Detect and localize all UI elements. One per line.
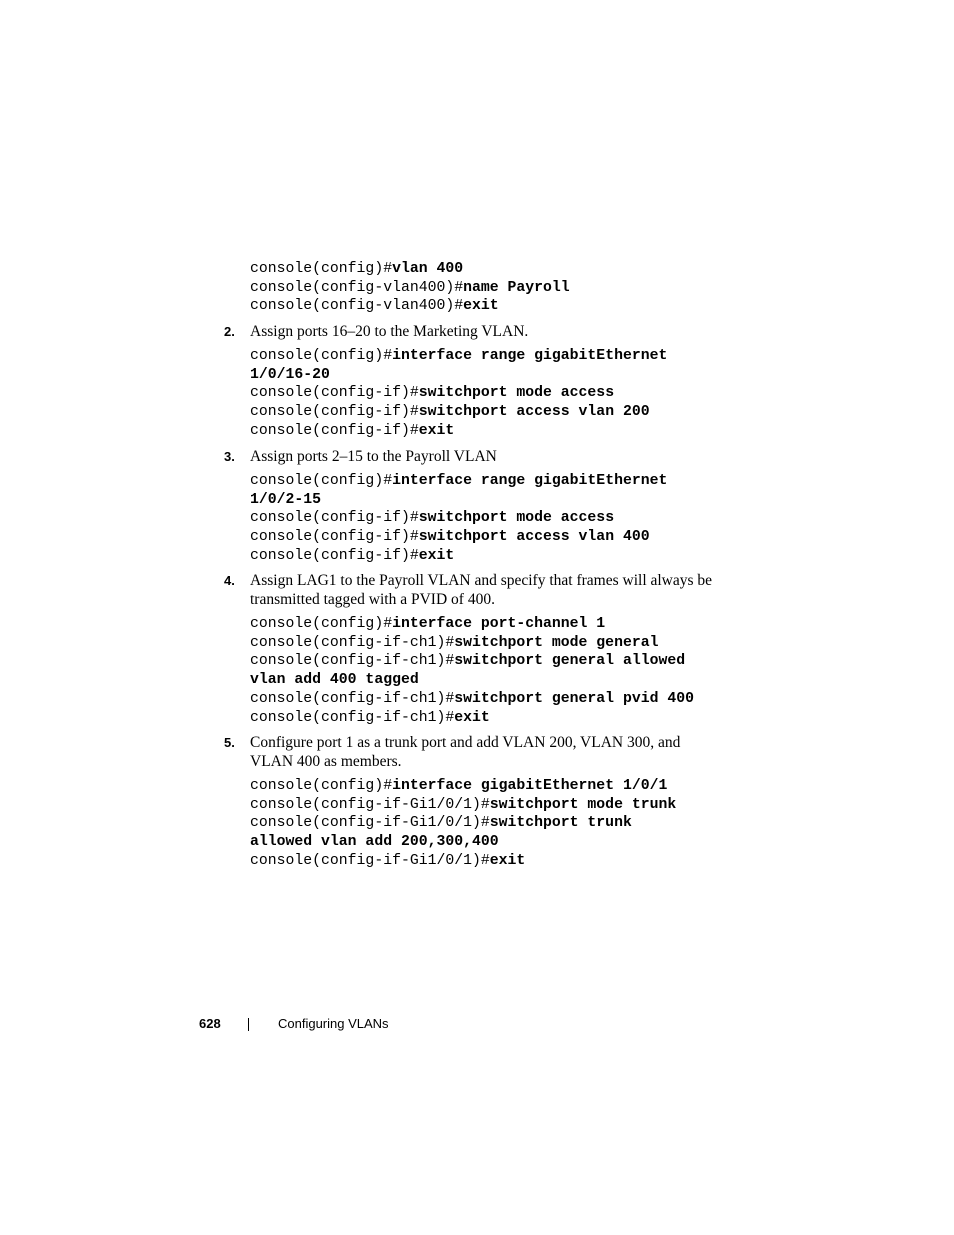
step-number: 2. [224,324,235,339]
console-command: switchport trunk [489,815,632,832]
console-prompt: console(config)# [250,348,393,364]
console-prompt: console(config-if-Gi1/0/1)# [250,796,490,813]
code-block [250,347,667,441]
code-block [250,777,676,871]
code-line [250,491,667,510]
console-prompt: console(config)# [250,778,393,794]
console-command: switchport mode trunk [489,796,677,813]
step-number: 4. [224,573,235,588]
step-number: 3. [224,449,235,464]
console-command: exit [463,298,499,315]
code-line [250,652,694,671]
code-line [250,366,667,385]
footer-section-title: Configuring VLANs [278,1016,389,1031]
page-number: 628 [199,1016,221,1031]
code-line [250,422,667,441]
code-line [250,297,570,316]
code-block [250,472,667,566]
code-line [250,547,667,566]
console-prompt: console(config-if-Gi1/0/1)# [250,852,490,869]
console-command: vlan 400 [392,261,464,277]
step-text: Configure port 1 as a trunk port and add VLAN 200, VLAN 300, and VLAN 400 as members. [250,734,681,770]
console-prompt: console(config-if)# [250,404,419,421]
code-block [250,260,570,316]
console-command: exit [418,547,455,564]
code-line [250,833,676,852]
console-command: interface range gigabitEthernet [392,473,668,489]
console-command: 1/0/16-20 [250,366,330,383]
console-command: switchport mode access [418,510,615,527]
console-command: switchport access vlan 200 [418,404,650,421]
code-line [250,671,694,690]
console-prompt: console(config-vlan400)# [250,298,464,315]
code-line [250,615,694,634]
console-prompt: console(config-if-ch1)# [250,690,455,707]
code-line [250,260,570,279]
console-prompt: console(config-if)# [250,422,419,439]
footer-separator [248,1018,249,1031]
console-prompt: console(config-vlan400)# [250,279,464,296]
code-line [250,509,667,528]
console-prompt: console(config)# [250,473,393,489]
console-command: interface range gigabitEthernet [392,348,668,364]
console-command: exit [489,852,526,869]
step-text: Assign ports 2–15 to the Payroll VLAN [250,448,497,465]
code-line [250,472,667,491]
console-prompt: console(config-if)# [250,529,419,546]
code-line [250,279,570,298]
console-command: allowed vlan add 200,300,400 [250,834,499,851]
code-line [250,796,676,815]
console-command: exit [418,422,455,439]
console-command: exit [454,709,490,726]
code-line [250,403,667,422]
console-command: interface port-channel 1 [392,616,606,632]
step-number: 5. [224,735,235,750]
console-prompt: console(config-if)# [250,385,419,402]
code-line [250,634,694,653]
console-prompt: console(config)# [250,261,393,277]
console-prompt: console(config)# [250,616,393,632]
step-text: Assign ports 16–20 to the Marketing VLAN. [250,323,529,340]
console-command: switchport mode general [454,634,659,651]
code-line [250,709,694,728]
code-line [250,777,676,796]
code-line [250,814,676,833]
console-command: interface gigabitEthernet 1/0/1 [392,778,668,794]
console-command: switchport mode access [418,385,615,402]
console-prompt: console(config-if)# [250,510,419,527]
console-command: name Payroll [463,279,570,296]
console-prompt: console(config-if-Gi1/0/1)# [250,815,490,832]
step-text: Assign LAG1 to the Payroll VLAN and specify that frames will always be transmitted tagged with a PVID of 400. [250,572,713,608]
code-line [250,384,667,403]
console-prompt: console(config-if-ch1)# [250,653,455,670]
code-line [250,347,667,366]
console-prompt: console(config-if)# [250,547,419,564]
console-command: switchport access vlan 400 [418,529,650,546]
console-prompt: console(config-if-ch1)# [250,709,455,726]
code-line [250,528,667,547]
code-line [250,852,676,871]
console-command: switchport general pvid 400 [454,690,694,707]
console-prompt: console(config-if-ch1)# [250,634,455,651]
code-line [250,690,694,709]
console-command: 1/0/2-15 [250,491,322,508]
console-command: switchport general allowed [454,653,686,670]
code-block [250,615,694,727]
console-command: vlan add 400 tagged [250,672,419,689]
